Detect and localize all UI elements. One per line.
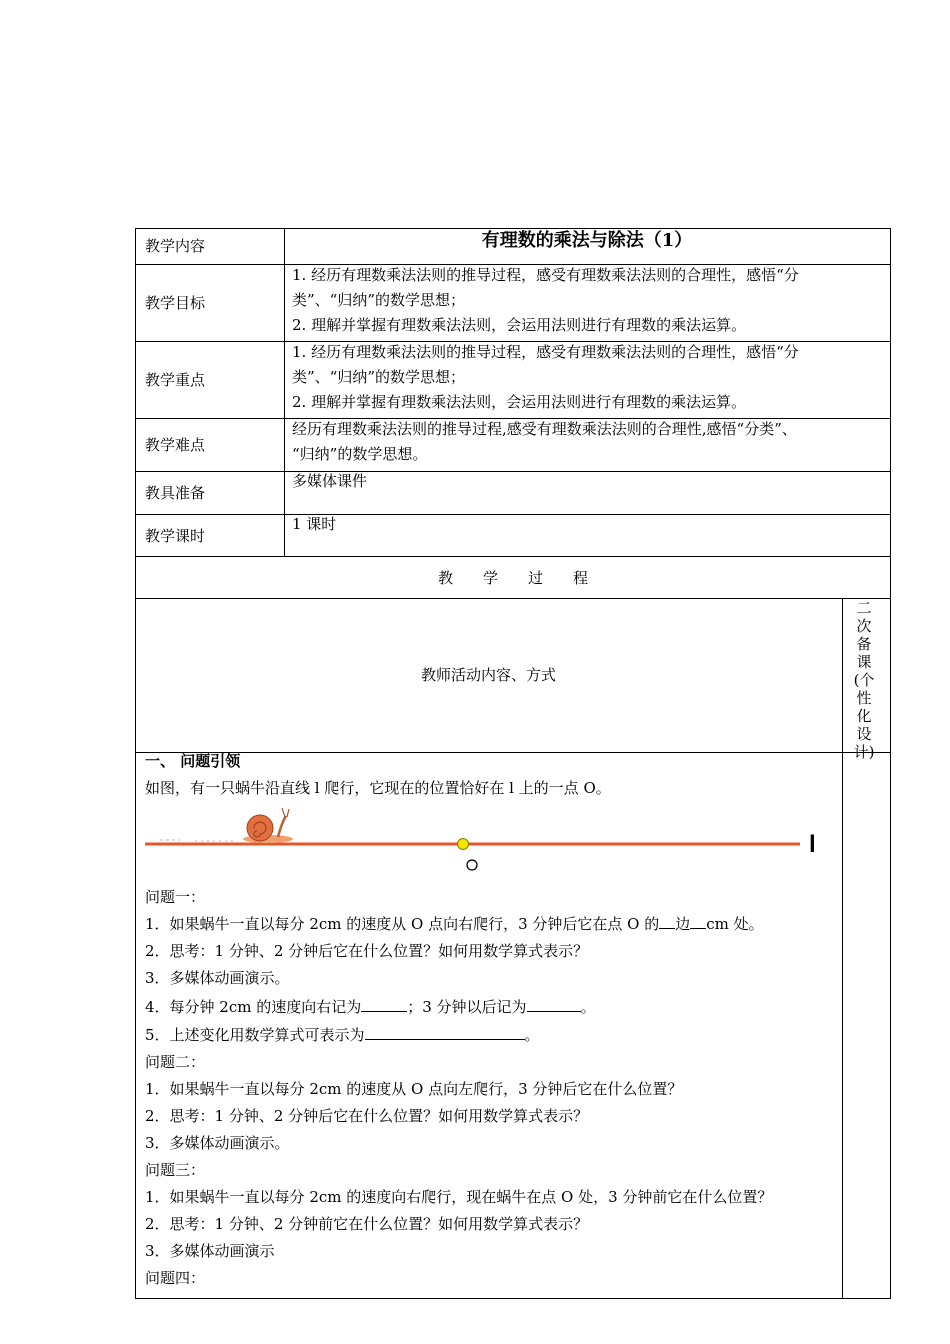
section-title: 一、 问题引领 [145, 752, 241, 770]
side-column-header: 二 次 备 课 (个 性 化 设 计) [853, 599, 875, 761]
row-divider [135, 471, 891, 472]
question-1-item: 4．每分钟 2cm 的速度向右记为 ；3 分钟以后记为 。 [145, 998, 596, 1016]
row-label-objectives: 教学目标 [145, 294, 206, 312]
label-column-divider [284, 228, 285, 556]
row-label-periods: 教学课时 [145, 527, 206, 545]
table-border-bottom [135, 1298, 891, 1299]
row-label-materials: 教具准备 [145, 484, 206, 502]
lesson-title: 有理数的乘法与除法（1） [481, 230, 693, 251]
row-label-difficulties: 教学难点 [145, 436, 206, 454]
question-1-item: 2．思考：1 分钟、2 分钟后它在什么位置？如何用数学算式表示？ [145, 942, 589, 960]
row-divider [135, 752, 891, 753]
question-1-item: 5．上述变化用数学算式可表示为 。 [145, 1026, 540, 1044]
objectives-line: 1. 经历有理数乘法法则的推导过程，感受有理数乘法法则的合理性，感悟“分 [292, 266, 799, 284]
intro-text: 如图，有一只蜗牛沿直线 l 爬行，它现在的位置恰好在 l 上的一点 O。 [145, 779, 611, 797]
point-o-marker [458, 839, 469, 850]
objectives-line: 类”、“归纳”的数学思想； [292, 291, 466, 309]
materials-value: 多媒体课件 [292, 472, 368, 490]
row-label-content: 教学内容 [145, 237, 206, 255]
question-1-title: 问题一： [145, 888, 206, 906]
question-3-title: 问题三： [145, 1161, 206, 1179]
objectives-line: 2. 理解并掌握有理数乘法法则，会运用法则进行有理数的乘法运算。 [292, 316, 747, 334]
dust-trail-icon [160, 840, 235, 841]
point-o-label [467, 860, 477, 870]
question-1-item: 1．如果蜗牛一直以每分 2cm 的速度从 O 点向右爬行，3 分钟后它在点 O 的 边 cm 处。 [145, 915, 764, 933]
difficulties-line: 经历有理数乘法法则的推导过程,感受有理数乘法法则的合理性,感悟“分类”、 [292, 420, 797, 438]
side-column-divider [842, 598, 843, 1298]
difficulties-line: “归纳”的数学思想。 [292, 445, 428, 463]
key-points-line: 类”、“归纳”的数学思想； [292, 368, 466, 386]
teacher-column-header: 教师活动内容、方式 [420, 666, 556, 684]
question-4-title: 问题四： [145, 1269, 206, 1287]
row-label-key-points: 教学重点 [145, 371, 206, 389]
question-3-item: 1．如果蜗牛一直以每分 2cm 的速度向右爬行，现在蜗牛在点 O 处，3 分钟前它在什么位置？ [145, 1188, 773, 1206]
question-2-item: 3．多媒体动画演示。 [145, 1134, 290, 1152]
table-border-right [890, 228, 891, 1299]
process-header: 教 学 过 程 [437, 569, 588, 587]
key-points-line: 1. 经历有理数乘法法则的推导过程，感受有理数乘法法则的合理性，感悟“分 [292, 343, 799, 361]
periods-value: 1 课时 [292, 515, 337, 533]
row-divider [135, 598, 891, 599]
question-3-item: 2．思考：1 分钟、2 分钟前它在什么位置？如何用数学算式表示？ [145, 1215, 589, 1233]
question-1-item: 3．多媒体动画演示。 [145, 969, 290, 987]
key-points-line: 2. 理解并掌握有理数乘法法则，会运用法则进行有理数的乘法运算。 [292, 393, 747, 411]
question-2-title: 问题二： [145, 1053, 206, 1071]
row-divider [135, 514, 891, 515]
row-divider [135, 556, 891, 557]
question-3-item: 3．多媒体动画演示 [145, 1242, 275, 1260]
table-border-left [135, 228, 136, 1299]
question-2-item: 2．思考：1 分钟、2 分钟后它在什么位置？如何用数学算式表示？ [145, 1107, 589, 1125]
question-2-item: 1．如果蜗牛一直以每分 2cm 的速度从 O 点向左爬行，3 分钟后它在什么位置？ [145, 1080, 683, 1098]
snail-line-figure [140, 800, 830, 880]
snail-icon [243, 808, 293, 843]
line-label: l [809, 831, 816, 858]
